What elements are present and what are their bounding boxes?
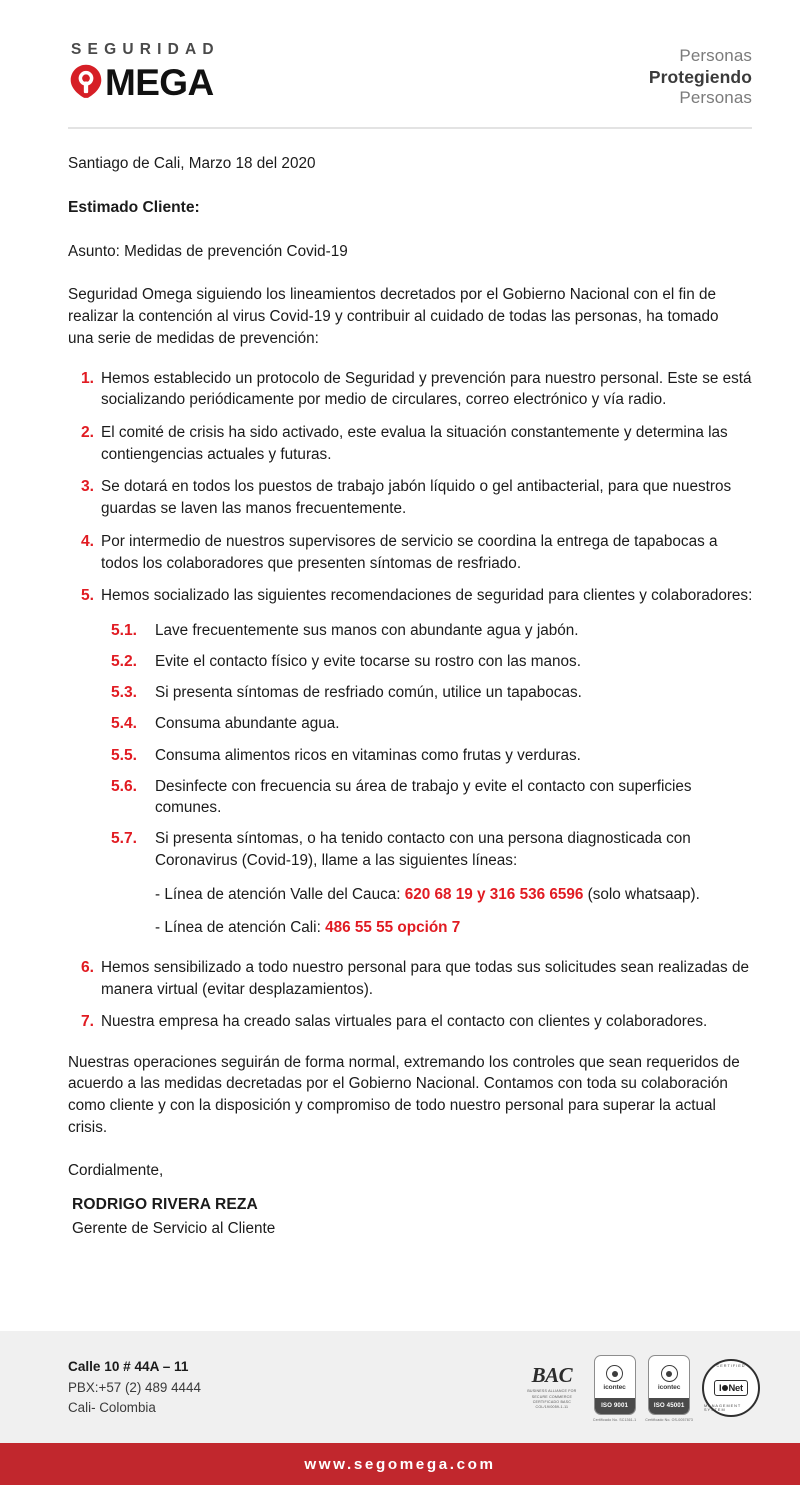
list-item bbox=[68, 585, 754, 939]
icontec-logo-text: icontec bbox=[657, 1384, 681, 1391]
hotline-label: - Línea de atención Cali: bbox=[155, 919, 326, 937]
logo-word-mega: MEGA bbox=[105, 61, 214, 103]
list-item-text-group bbox=[101, 585, 754, 939]
iqnet-dot-icon bbox=[722, 1385, 728, 1391]
list-item-number: 6. bbox=[80, 959, 94, 977]
list-item-number: 3. bbox=[80, 478, 94, 496]
letter-body bbox=[0, 129, 800, 1331]
hotline-cali bbox=[155, 917, 754, 939]
list-item-text: Nuestra empresa ha creado salas virtuales para el contacto con clientes y colaboradores. bbox=[101, 1013, 708, 1031]
sublist-item bbox=[101, 620, 754, 642]
sublist-item-number: 5.4. bbox=[111, 715, 138, 733]
closing-paragraph: Nuestras operaciones seguirán de forma normal, extremando los controles que sean requeridos de acuerdo a las medidas decretadas por el Gobierno Nacional. Contamos con toda su colaboración como cliente y con la disposición y compromiso de todo nuestro personal para superar la actual crisis. bbox=[68, 1053, 740, 1136]
sign-off: Cordialmente, bbox=[68, 1162, 164, 1180]
sublist-item-text: Lave frecuentemente sus manos con abundante agua y jabón. bbox=[155, 622, 579, 640]
sublist-item bbox=[101, 745, 754, 767]
icontec-target-icon bbox=[606, 1365, 623, 1382]
page-footer bbox=[0, 1331, 800, 1443]
hotline-valle-del-cauca bbox=[155, 884, 754, 906]
icontec-iso45001-badge bbox=[645, 1355, 693, 1422]
sublist-item bbox=[101, 651, 754, 673]
sublist-item-number: 5.6. bbox=[111, 777, 138, 795]
list-item-number: 2. bbox=[80, 423, 94, 441]
iqnet-badge-ring bbox=[702, 1359, 760, 1417]
list-item-text: El comité de crisis ha sido activado, este evalua la situación constantemente y determina las contiengencias actuales y futuras. bbox=[101, 423, 728, 463]
salutation: Estimado Cliente: bbox=[68, 198, 200, 216]
tagline-line-1: Personas bbox=[679, 46, 752, 65]
address-city: Cali- Colombia bbox=[68, 1400, 156, 1416]
signer-name: RODRIGO RIVERA REZA bbox=[72, 1196, 258, 1214]
iqnet-logo-text: I Net bbox=[714, 1380, 748, 1395]
list-item bbox=[68, 531, 754, 574]
company-logo bbox=[68, 41, 220, 103]
subject-line: Asunto: Medidas de prevención Covid-19 bbox=[68, 242, 348, 260]
sublist-item-number: 5.2. bbox=[111, 653, 138, 671]
list-item-number: 5. bbox=[80, 587, 94, 605]
list-item bbox=[68, 1011, 754, 1033]
list-item-text: Hemos establecido un protocolo de Seguridad y prevención para nuestro personal. Este se está socializando periódicamente por medio de circulares, correo electrónico y vía radio. bbox=[101, 369, 752, 409]
sublist-item-number: 5.5. bbox=[111, 746, 138, 764]
sublist-item-text: Si presenta síntomas de resfriado común, utilice un tapabocas. bbox=[155, 684, 582, 702]
list-item bbox=[68, 957, 754, 1000]
sublist-item bbox=[101, 828, 754, 871]
tagline-line-2: Protegiendo bbox=[648, 66, 752, 87]
sublist-item-number: 5.3. bbox=[111, 684, 138, 702]
website-url[interactable]: www.segomega.com bbox=[304, 1455, 496, 1473]
sublist-item bbox=[101, 776, 754, 819]
iqnet-net-text: Net bbox=[728, 1382, 743, 1394]
list-item-text: Se dotará en todos los puestos de trabajo jabón líquido o gel antibacterial, para que nuestros guardas se laven las manos frecuentemente. bbox=[101, 478, 732, 518]
sublist-item-number: 5.1. bbox=[111, 622, 138, 640]
omega-pin-icon bbox=[68, 63, 104, 99]
logo-wordmark-omega bbox=[68, 61, 214, 103]
signer-role: Gerente de Servicio al Cliente bbox=[72, 1220, 276, 1238]
iqnet-arc-bottom: MANAGEMENT SYSTEM bbox=[704, 1404, 742, 1412]
icontec-badge-frame bbox=[648, 1355, 690, 1415]
icontec-iso9001-badge bbox=[593, 1355, 636, 1422]
address-phone: PBX:+57 (2) 489 4444 bbox=[68, 1379, 201, 1395]
place-and-date: Santiago de Cali, Marzo 18 del 2020 bbox=[68, 154, 316, 172]
measures-list bbox=[68, 368, 754, 1034]
icontec-logo-text: icontec bbox=[603, 1384, 626, 1391]
list-item-text: Por intermedio de nuestros supervisores de servicio se coordina la entrega de tapabocas a todos los colaboradores que presenten síntomas de resfriado. bbox=[101, 532, 718, 572]
page-header bbox=[0, 0, 800, 109]
sublist-item-text: Desinfecte con frecuencia su área de trabajo y evite el contacto con superficies comunes. bbox=[155, 777, 692, 817]
icontec-target-icon bbox=[661, 1365, 678, 1382]
basc-certification-badge bbox=[520, 1365, 584, 1411]
icontec-standard-label: ISO 9001 bbox=[595, 1398, 635, 1414]
list-item-number: 1. bbox=[80, 369, 94, 387]
sublist-item bbox=[101, 682, 754, 704]
iqnet-arc-top: CERTIFIED bbox=[716, 1364, 746, 1368]
sublist-item bbox=[101, 713, 754, 735]
icontec-caption: Certificado No. SC1361-1 bbox=[592, 1417, 637, 1422]
icontec-caption: Certificado No. OS-0057873 bbox=[645, 1417, 693, 1422]
hotline-number: 486 55 55 opción 7 bbox=[325, 919, 461, 937]
hotline-label: - Línea de atención Valle del Cauca: bbox=[155, 885, 405, 903]
icontec-badge-top bbox=[658, 1356, 680, 1398]
logo-word-seguridad: SEGURIDAD bbox=[71, 41, 220, 58]
icontec-standard-label: ISO 45001 bbox=[649, 1398, 689, 1414]
basc-caption: BUSINESS ALLIANCE FOR SECURE COMMERCE CERTIFICADO BASC COL/19/0059-1-11 bbox=[527, 1389, 577, 1410]
recommendations-sublist bbox=[101, 620, 754, 872]
list-item-text: Hemos sensibilizado a todo nuestro personal para que todas sus solicitudes sean realizadas de manera virtual (evitar desplazamientos). bbox=[101, 959, 749, 998]
hotline-number: 620 68 19 y 316 536 6596 bbox=[404, 885, 584, 903]
list-item bbox=[68, 422, 754, 465]
basc-logo-text: BAC bbox=[531, 1363, 573, 1388]
sublist-item-text: Consuma alimentos ricos en vitaminas como frutas y verduras. bbox=[155, 746, 581, 764]
sublist-item-number: 5.7. bbox=[111, 830, 138, 848]
list-item-number: 4. bbox=[80, 532, 94, 550]
list-item-text: Hemos socializado las siguientes recomendaciones de seguridad para clientes y colaboradores: bbox=[101, 587, 753, 605]
list-item bbox=[68, 476, 754, 519]
website-bar[interactable] bbox=[0, 1443, 800, 1485]
tagline-line-3: Personas bbox=[679, 88, 752, 108]
sublist-item-text-group bbox=[155, 828, 754, 871]
certification-badges bbox=[520, 1355, 760, 1422]
hotline-note: (solo whatsaap). bbox=[583, 885, 700, 903]
address-street: Calle 10 # 44A – 11 bbox=[68, 1359, 189, 1375]
sublist-item-text: Evite el contacto físico y evite tocarse su rostro con las manos. bbox=[155, 653, 581, 671]
icontec-badge-top bbox=[603, 1356, 625, 1398]
iqnet-certification-badge bbox=[702, 1359, 760, 1417]
intro-paragraph: Seguridad Omega siguiendo los lineamientos decretados por el Gobierno Nacional con el fin de realizar la contención al virus Covid-19 y contribuir al cuidado de todas las personas, ha tomado una serie de medidas de prevención: bbox=[68, 286, 719, 347]
sublist-item-text: Consuma abundante agua. bbox=[155, 715, 340, 733]
sublist-item-text: Si presenta síntomas, o ha tenido contacto con una persona diagnosticada con Coronavirus (Covid-19), llame a las siguientes líneas: bbox=[155, 830, 691, 869]
list-item bbox=[68, 368, 754, 411]
list-item-number: 7. bbox=[80, 1013, 94, 1031]
brand-tagline bbox=[649, 42, 752, 109]
icontec-badge-frame bbox=[594, 1355, 636, 1415]
footer-address bbox=[68, 1357, 201, 1418]
